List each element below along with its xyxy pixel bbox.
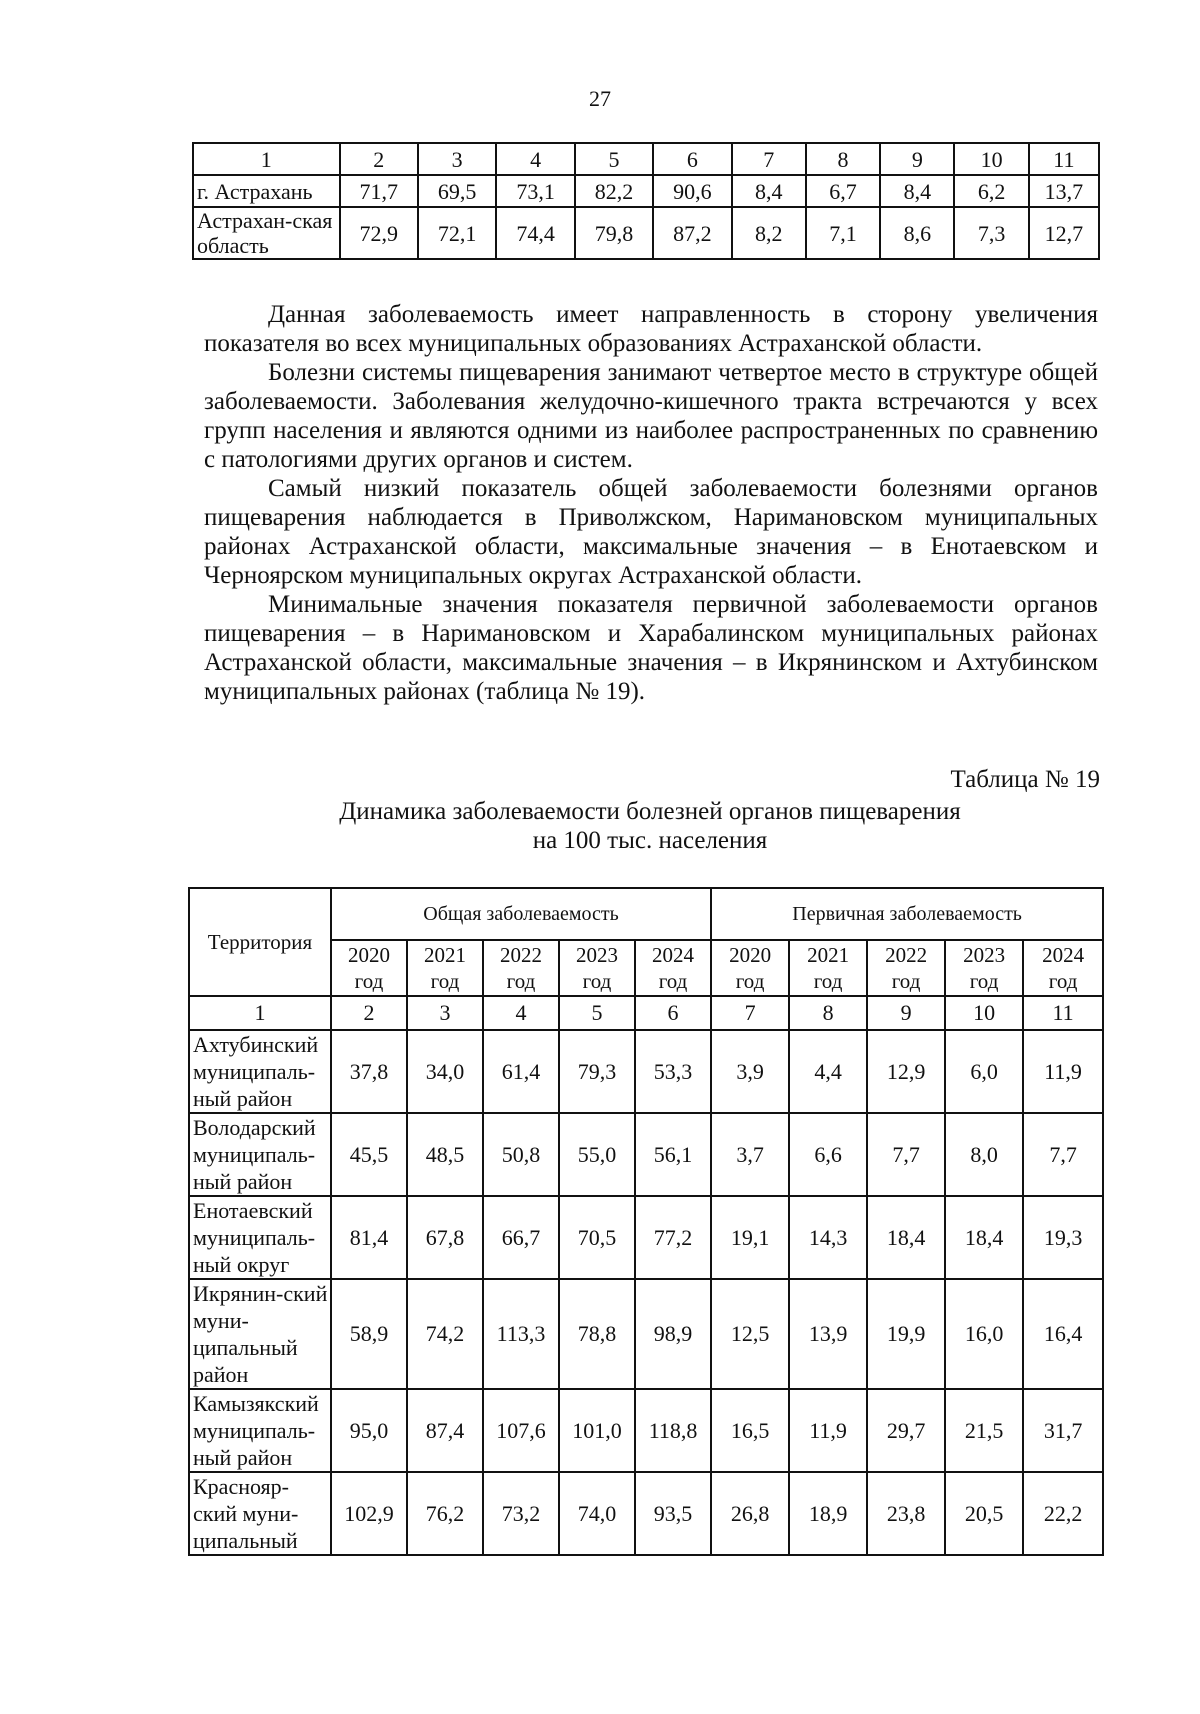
territory-name: Володарский муниципаль-ный район xyxy=(189,1113,331,1196)
year-header: 2024 год xyxy=(1023,940,1103,996)
table-row xyxy=(189,1030,1103,1113)
header-cell: 4 xyxy=(496,143,574,175)
table-row xyxy=(193,207,1099,259)
value-cell: 82,2 xyxy=(575,175,653,207)
paragraph: Данная заболеваемость имеет направленность в сторону увеличения показателя во всех муниципальных образованиях Астраханской области. xyxy=(204,301,1098,357)
incidence-table xyxy=(188,887,1104,1556)
value-cell: 4,4 xyxy=(789,1030,867,1113)
value-cell: 34,0 xyxy=(407,1030,483,1113)
value-cell: 71,7 xyxy=(340,175,418,207)
group-header-row xyxy=(189,888,1103,940)
body-text xyxy=(204,300,1098,706)
value-cell: 8,4 xyxy=(732,175,806,207)
value-cell: 87,2 xyxy=(653,207,731,259)
value-cell: 8,0 xyxy=(945,1113,1023,1196)
header-cell: 1 xyxy=(193,143,340,175)
value-cell: 13,9 xyxy=(789,1279,867,1389)
value-cell: 77,2 xyxy=(635,1196,711,1279)
header-cell: 11 xyxy=(1029,143,1099,175)
value-cell: 48,5 xyxy=(407,1113,483,1196)
table-row xyxy=(193,175,1099,207)
index-cell: 9 xyxy=(867,996,945,1030)
value-cell: 3,7 xyxy=(711,1113,789,1196)
value-cell: 11,9 xyxy=(1023,1030,1103,1113)
value-cell: 8,4 xyxy=(880,175,954,207)
value-cell: 16,4 xyxy=(1023,1279,1103,1389)
value-cell: 98,9 xyxy=(635,1279,711,1389)
value-cell: 76,2 xyxy=(407,1472,483,1555)
value-cell: 22,2 xyxy=(1023,1472,1103,1555)
value-cell: 7,3 xyxy=(954,207,1028,259)
value-cell: 81,4 xyxy=(331,1196,407,1279)
value-cell: 29,7 xyxy=(867,1389,945,1472)
value-cell: 19,3 xyxy=(1023,1196,1103,1279)
value-cell: 53,3 xyxy=(635,1030,711,1113)
table-row xyxy=(189,1113,1103,1196)
territory-name: Краснояр-ский муни-ципальный xyxy=(189,1472,331,1555)
header-cell: 5 xyxy=(575,143,653,175)
index-cell: 11 xyxy=(1023,996,1103,1030)
value-cell: 6,0 xyxy=(945,1030,1023,1113)
year-header: 2023 год xyxy=(559,940,635,996)
table-row xyxy=(189,1472,1103,1555)
value-cell: 107,6 xyxy=(483,1389,559,1472)
territory-name: Икрянин-ский муни-ципальный район xyxy=(189,1279,331,1389)
territory-name: г. Астрахань xyxy=(193,175,340,207)
value-cell: 73,1 xyxy=(496,175,574,207)
value-cell: 113,3 xyxy=(483,1279,559,1389)
territory-header: Территория xyxy=(189,888,331,996)
year-header: 2020 год xyxy=(331,940,407,996)
value-cell: 7,7 xyxy=(867,1113,945,1196)
index-cell: 3 xyxy=(407,996,483,1030)
territory-name: Астрахан-ская область xyxy=(193,207,340,259)
table-label: Таблица № 19 xyxy=(950,766,1100,793)
value-cell: 78,8 xyxy=(559,1279,635,1389)
territory-name: Енотаевский муниципаль-ный округ xyxy=(189,1196,331,1279)
header-cell: 9 xyxy=(880,143,954,175)
header-cell: 2 xyxy=(340,143,418,175)
value-cell: 74,0 xyxy=(559,1472,635,1555)
value-cell: 14,3 xyxy=(789,1196,867,1279)
value-cell: 8,6 xyxy=(880,207,954,259)
index-cell: 2 xyxy=(331,996,407,1030)
year-header: 2021 год xyxy=(407,940,483,996)
header-cell: 8 xyxy=(806,143,880,175)
value-cell: 72,9 xyxy=(340,207,418,259)
value-cell: 6,2 xyxy=(954,175,1028,207)
value-cell: 31,7 xyxy=(1023,1389,1103,1472)
table-title-line: Динамика заболеваемости болезней органов пищеварения xyxy=(339,798,961,825)
value-cell: 23,8 xyxy=(867,1472,945,1555)
value-cell: 70,5 xyxy=(559,1196,635,1279)
value-cell: 16,5 xyxy=(711,1389,789,1472)
value-cell: 58,9 xyxy=(331,1279,407,1389)
general-incidence-header: Общая заболеваемость xyxy=(331,888,711,940)
value-cell: 12,7 xyxy=(1029,207,1099,259)
value-cell: 87,4 xyxy=(407,1389,483,1472)
value-cell: 12,5 xyxy=(711,1279,789,1389)
value-cell: 72,1 xyxy=(418,207,496,259)
value-cell: 118,8 xyxy=(635,1389,711,1472)
value-cell: 7,1 xyxy=(806,207,880,259)
value-cell: 73,2 xyxy=(483,1472,559,1555)
value-cell: 56,1 xyxy=(635,1113,711,1196)
value-cell: 19,9 xyxy=(867,1279,945,1389)
value-cell: 74,4 xyxy=(496,207,574,259)
value-cell: 95,0 xyxy=(331,1389,407,1472)
index-cell: 4 xyxy=(483,996,559,1030)
value-cell: 6,7 xyxy=(806,175,880,207)
value-cell: 13,7 xyxy=(1029,175,1099,207)
value-cell: 21,5 xyxy=(945,1389,1023,1472)
value-cell: 50,8 xyxy=(483,1113,559,1196)
paragraph: Болезни системы пищеварения занимают четвертое место в структуре общей заболеваемости. Заболевания желудочно-кишечного тракта встречаются у всех групп населения и являются одними из наиболее распространенных по сравнению с патологиями других органов и систем. xyxy=(204,359,1098,473)
year-header: 2022 год xyxy=(483,940,559,996)
value-cell: 61,4 xyxy=(483,1030,559,1113)
value-cell: 12,9 xyxy=(867,1030,945,1113)
table-row xyxy=(189,1196,1103,1279)
index-cell: 5 xyxy=(559,996,635,1030)
value-cell: 93,5 xyxy=(635,1472,711,1555)
territory-name: Камызякский муниципаль-ный район xyxy=(189,1389,331,1472)
value-cell: 55,0 xyxy=(559,1113,635,1196)
value-cell: 8,2 xyxy=(732,207,806,259)
value-cell: 18,4 xyxy=(945,1196,1023,1279)
index-cell: 1 xyxy=(189,996,331,1030)
value-cell: 102,9 xyxy=(331,1472,407,1555)
index-cell: 10 xyxy=(945,996,1023,1030)
value-cell: 101,0 xyxy=(559,1389,635,1472)
value-cell: 6,6 xyxy=(789,1113,867,1196)
value-cell: 19,1 xyxy=(711,1196,789,1279)
value-cell: 79,3 xyxy=(559,1030,635,1113)
index-cell: 6 xyxy=(635,996,711,1030)
index-cell: 8 xyxy=(789,996,867,1030)
value-cell: 3,9 xyxy=(711,1030,789,1113)
header-cell: 6 xyxy=(653,143,731,175)
value-cell: 79,8 xyxy=(575,207,653,259)
year-header: 2021 год xyxy=(789,940,867,996)
value-cell: 67,8 xyxy=(407,1196,483,1279)
territory-name: Ахтубинский муниципаль-ный район xyxy=(189,1030,331,1113)
value-cell: 37,8 xyxy=(331,1030,407,1113)
value-cell: 69,5 xyxy=(418,175,496,207)
value-cell: 45,5 xyxy=(331,1113,407,1196)
value-cell: 7,7 xyxy=(1023,1113,1103,1196)
continuation-table-header-row xyxy=(193,143,1099,175)
table-row xyxy=(189,1389,1103,1472)
value-cell: 20,5 xyxy=(945,1472,1023,1555)
value-cell: 18,9 xyxy=(789,1472,867,1555)
year-header: 2024 год xyxy=(635,940,711,996)
column-index-row xyxy=(189,996,1103,1030)
value-cell: 18,4 xyxy=(867,1196,945,1279)
continuation-table xyxy=(192,142,1100,260)
value-cell: 26,8 xyxy=(711,1472,789,1555)
year-header: 2023 год xyxy=(945,940,1023,996)
paragraph: Самый низкий показатель общей заболеваемости болезнями органов пищеварения наблюдается в Приволжском, Наримановском муниципальных районах Астраханской области, максимальные значения – в Енотаевском и Черноярском муниципальных округах Астраханской области. xyxy=(204,475,1098,589)
value-cell: 11,9 xyxy=(789,1389,867,1472)
year-header: 2022 год xyxy=(867,940,945,996)
header-cell: 3 xyxy=(418,143,496,175)
primary-incidence-header: Первичная заболеваемость xyxy=(711,888,1103,940)
page-number: 27 xyxy=(589,86,611,111)
table-title-line: на 100 тыс. населения xyxy=(532,827,768,854)
value-cell: 74,2 xyxy=(407,1279,483,1389)
table-title xyxy=(0,797,1200,855)
value-cell: 90,6 xyxy=(653,175,731,207)
paragraph: Минимальные значения показателя первичной заболеваемости органов пищеварения – в Наримановском и Харабалинском муниципальных районах Астраханской области, максимальные значения – в Икрянинском и Ахтубинском муниципальных районах (таблица № 19). xyxy=(204,591,1098,705)
value-cell: 16,0 xyxy=(945,1279,1023,1389)
year-header: 2020 год xyxy=(711,940,789,996)
value-cell: 66,7 xyxy=(483,1196,559,1279)
table-row xyxy=(189,1279,1103,1389)
header-cell: 7 xyxy=(732,143,806,175)
header-cell: 10 xyxy=(954,143,1028,175)
index-cell: 7 xyxy=(711,996,789,1030)
